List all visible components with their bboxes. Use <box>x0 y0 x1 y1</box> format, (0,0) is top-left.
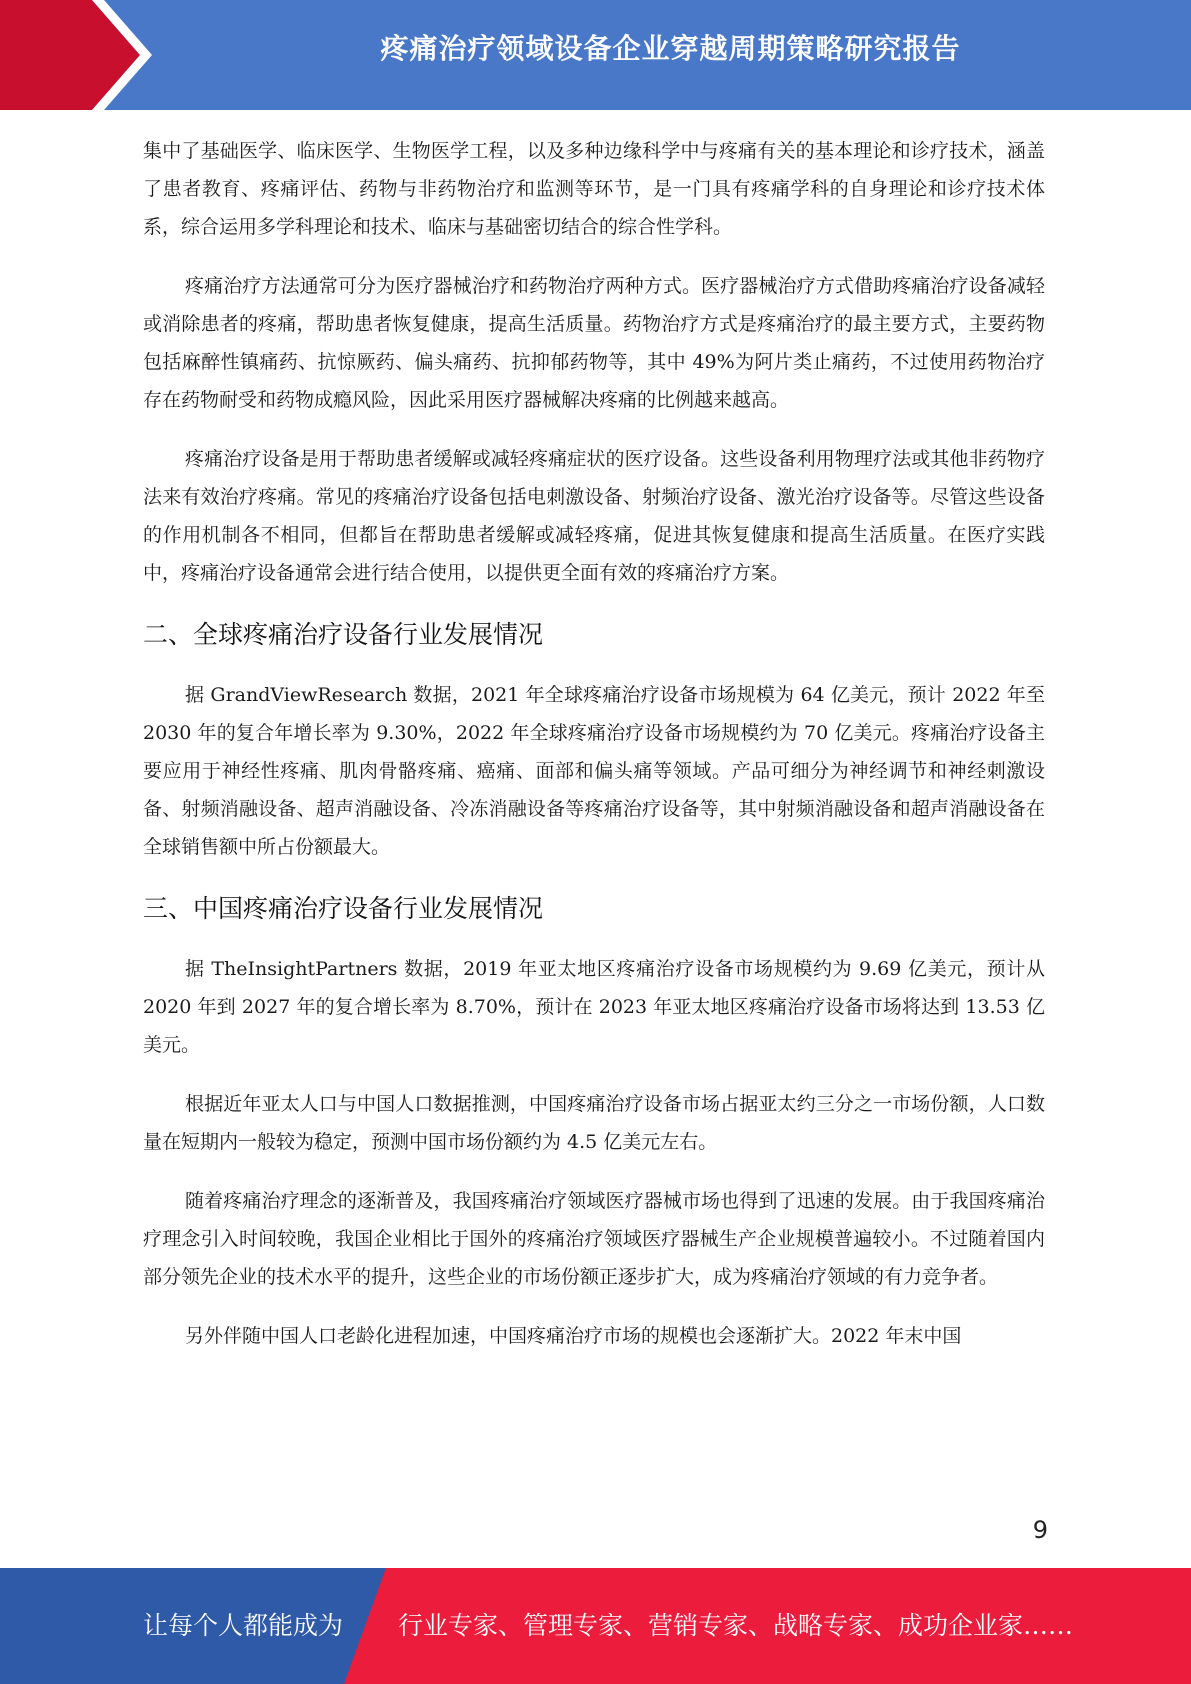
footer-slogan-right: 行业专家、管理专家、营销专家、战略专家、成功企业家…… <box>398 1611 1074 1640</box>
report-title: 疼痛治疗领域设备企业穿越周期策略研究报告 <box>380 32 961 65</box>
paragraph-6: 根据近年亚太人口与中国人口数据推测，中国疼痛治疗设备市场占据亚太约三分之一市场份额，人口数量在短期内一般较为稳定，预测中国市场份额约为 4.5 亿美元左右。 <box>143 1093 1045 1153</box>
paragraph-8: 另外伴随中国人口老龄化进程加速，中国疼痛治疗市场的规模也会逐渐扩大。2022 年末中国 <box>185 1325 962 1347</box>
section-heading-china: 三、中国疼痛治疗设备行业发展情况 <box>143 894 544 923</box>
paragraph-5: 据 TheInsightPartners 数据，2019 年亚太地区疼痛治疗设备市场规模约为 9.69 亿美元，预计从 2020 年到 2027 年的复合增长率为 8.70%，预计在 2023 年亚太地区疼痛治疗设备市场将达到 13.53 亿美元。 <box>143 958 1045 1056</box>
footer-banner <box>0 1568 1191 1684</box>
paragraph-3: 疼痛治疗设备是用于帮助患者缓解或减轻疼痛症状的医疗设备。这些设备利用物理疗法或其他非药物疗法来有效治疗疼痛。常见的疼痛治疗设备包括电刺激设备、射频治疗设备、激光治疗设备等。尽管这些设备的作用机制各不相同，但都旨在帮助患者缓解或减轻疼痛，促进其恢复健康和提高生活质量。在医疗实践中，疼痛治疗设备通常会进行结合使用，以提供更全面有效的疼痛治疗方案。 <box>143 448 1045 584</box>
footer-slogan-left: 让每个人都能成为 <box>143 1611 344 1640</box>
paragraph-7: 随着疼痛治疗理念的逐渐普及，我国疼痛治疗领域医疗器械市场也得到了迅速的发展。由于我国疼痛治疗理念引入时间较晚，我国企业相比于国外的疼痛治疗领域医疗器械生产企业规模普遍较小。不过随着国内部分领先企业的技术水平的提升，这些企业的市场份额正逐步扩大，成为疼痛治疗领域的有力竞争者。 <box>143 1190 1045 1288</box>
document-body <box>143 132 1045 1376</box>
page-number: 9 <box>1032 1516 1048 1544</box>
header-red-arrow <box>0 0 140 110</box>
paragraph-1: 集中了基础医学、临床医学、生物医学工程，以及多种边缘科学中与疼痛有关的基本理论和诊疗技术，涵盖了患者教育、疼痛评估、药物与非药物治疗和监测等环节，是一门具有疼痛学科的自身理论和诊疗技术体系，综合运用多学科理论和技术、临床与基础密切结合的综合性学科。 <box>143 140 1045 238</box>
header-banner <box>0 0 1191 110</box>
paragraph-2: 疼痛治疗方法通常可分为医疗器械治疗和药物治疗两种方式。医疗器械治疗方式借助疼痛治疗设备减轻或消除患者的疼痛，帮助患者恢复健康，提高生活质量。药物治疗方式是疼痛治疗的最主要方式，主要药物包括麻醉性镇痛药、抗惊厥药、偏头痛药、抗抑郁药物等，其中 49%为阿片类止痛药，不过使用药物治疗存在药物耐受和药物成瘾风险，因此采用医疗器械解决疼痛的比例越来越高。 <box>143 275 1045 411</box>
section-heading-global: 二、全球疼痛治疗设备行业发展情况 <box>143 620 544 649</box>
paragraph-4: 据 GrandViewResearch 数据，2021 年全球疼痛治疗设备市场规模为 64 亿美元，预计 2022 年至 2030 年的复合年增长率为 9.30%，2022 年全球疼痛治疗设备市场规模约为 70 亿美元。疼痛治疗设备主要应用于神经性疼痛、肌肉骨骼疼痛、癌痛、面部和偏头痛等领域。产品可细分为神经调节和神经刺激设备、射频消融设备、超声消融设备、冷冻消融设备等疼痛治疗设备等，其中射频消融设备和超声消融设备在全球销售额中所占份额最大。 <box>143 684 1045 858</box>
